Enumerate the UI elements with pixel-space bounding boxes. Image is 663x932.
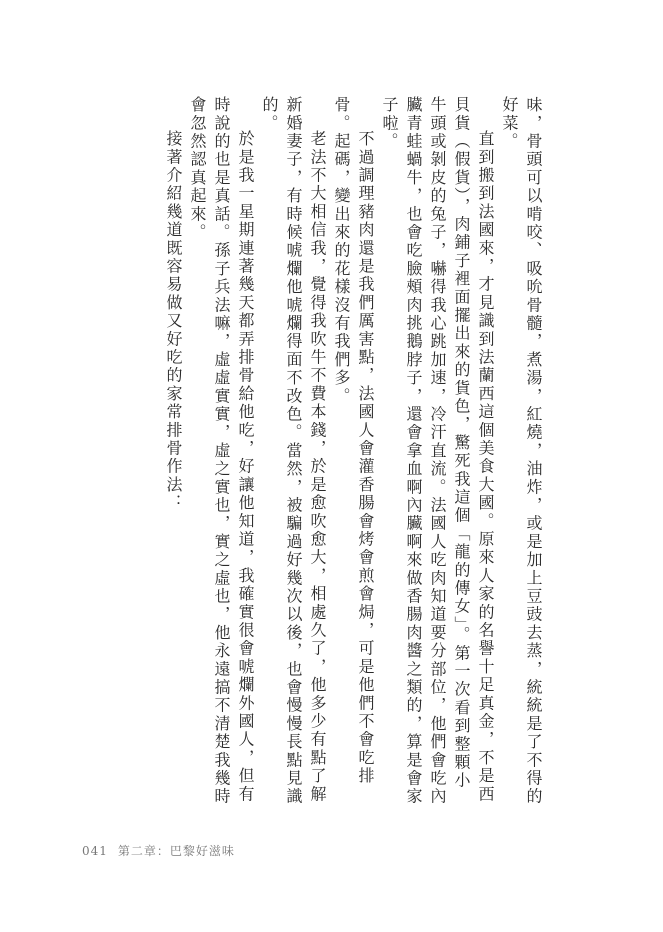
text-line: 臟青蛙蝸牛，也會吃臉頰肉挑鵝脖子，還會拿血啊內臟啊來做香腸肉醬之類的，算是會家 <box>404 96 423 806</box>
text-line: 老法不大相信我，覺得我吹牛不費本錢，於是愈吹愈大，相處久了，他多少有點了解 <box>308 130 327 804</box>
text-line: 子啦。 <box>380 96 399 151</box>
page-footer <box>82 842 235 859</box>
text-line: 時說的也是真話。孫子兵法嘛，虛虛實實，虛之實也，實之虛也，他永遠搞不清楚我幾時 <box>212 96 231 806</box>
text-line: 新婚妻子，有時候唬爛他唬爛得面不改色。當然，被騙過好幾次以後，也會慢慢長點見識 <box>284 96 303 806</box>
text-line: 於是我一星期連著幾天都弄排骨給他吃，好讓他知道，我確實很會唬爛外國人，但有 <box>236 130 255 804</box>
text-line: 味，骨頭可以啃咬、吸吮骨髓，煮湯，紅燒，油炸，或是加上豆豉去蒸，統統是了不得的 <box>524 96 543 806</box>
text-line: 會忽然認真起來。 <box>188 96 207 242</box>
text-line: 不過調理豬肉還是我們厲害點，法國人會灌香腸會烤會煎會焗，可是他們不會吃排 <box>356 130 375 786</box>
text-line: 接著介紹幾道既容易做又好吃的家常排骨作法： <box>164 130 183 513</box>
text-line: 直到搬到法國來，才見識到法蘭西這個美食大國。原來人家的名譽十足真金，不是西 <box>476 130 495 804</box>
text-line: 的。 <box>260 96 279 133</box>
text-line: 牛頭或剝皮的兔子，嚇得我心跳加速，冷汗直流。法國人吃肉知道要分部位，他們會吃內 <box>428 96 447 806</box>
text-line: 貝貨（假貨），肉鋪子裡面擺出來的貨色，驚死我這個「龍的傳女」。第一次看到整顆小 <box>452 96 471 790</box>
text-line: 骨。起碼，變出來的花樣沒有我們多。 <box>332 96 351 406</box>
page-number: 041 <box>82 844 108 858</box>
chapter-title: 第二章：巴黎好滋味 <box>117 844 235 858</box>
text-line: 好菜。 <box>500 96 519 151</box>
vertical-text-body <box>115 96 545 806</box>
